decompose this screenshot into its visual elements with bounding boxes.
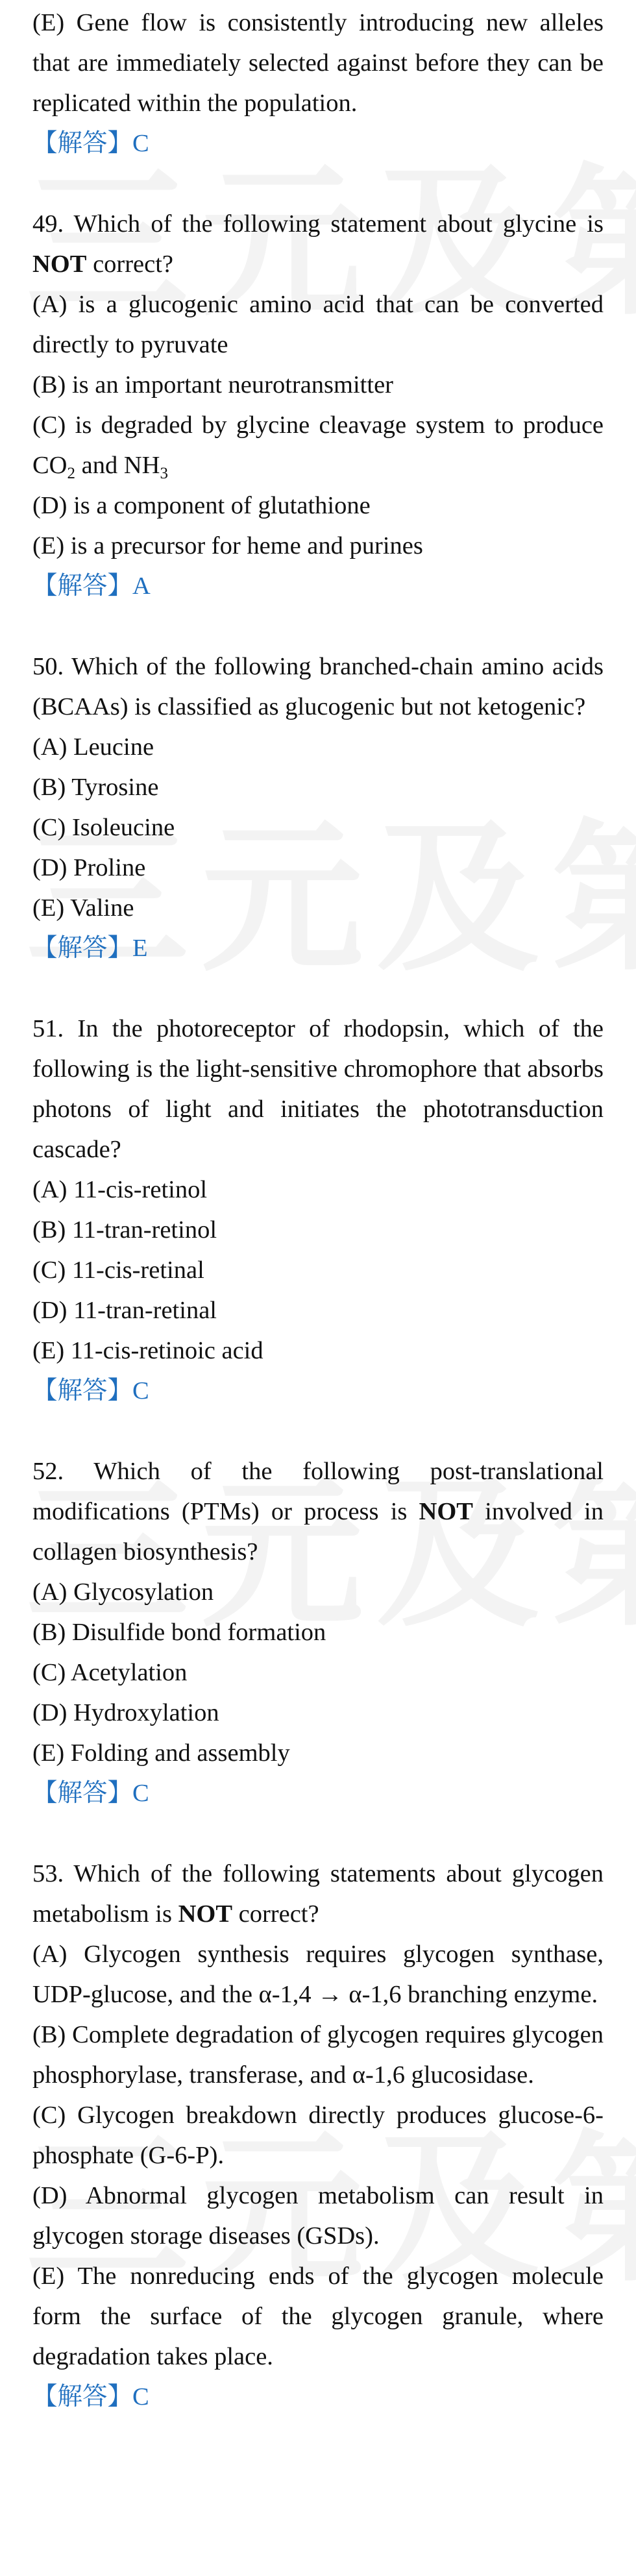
option-b: (B) 11-tran-retinol: [32, 1216, 217, 1244]
option-a: (A) Leucine: [32, 733, 154, 761]
question-stem: [32, 1451, 604, 1572]
option-b: (B) is an important neurotransmitter: [32, 371, 393, 399]
stem-emphasis: NOT: [32, 251, 87, 278]
stem-text: correct?: [86, 251, 174, 278]
option-d: (D) Abnormal glycogen metabolism can result in glycogen storage diseases (GSDs).: [32, 2182, 604, 2250]
answer-label: 【解答】: [32, 1376, 133, 1405]
question-48-tail: [32, 3, 604, 164]
stem-text: 49. Which of the following statement about glycine is: [32, 210, 604, 238]
option-e: (E) The nonreducing ends of the glycogen molecule form the surface of the glycogen granule, where degradation takes place.: [32, 2263, 604, 2370]
answer-label: 【解答】: [32, 2382, 133, 2411]
answer-label: 【解答】: [32, 129, 133, 158]
option-e: (E) Gene flow is consistently introducing new alleles that are immediately selected against before they can be replicated within the population.: [32, 9, 604, 117]
subscript: 2: [67, 464, 75, 482]
option-b: (B) Disulfide bond formation: [32, 1619, 326, 1646]
option-c: [32, 405, 604, 485]
option-a: (A) is a glucogenic amino acid that can be converted directly to pyruvate: [32, 291, 604, 358]
stem-text: involved in collagen biosynthesis?: [32, 1498, 604, 1565]
option-e: (E) Folding and assembly: [32, 1739, 290, 1767]
answer-label: 【解答】: [32, 1778, 133, 1808]
answer-line: [32, 1773, 604, 1813]
answer-value: C: [132, 2383, 149, 2410]
question-49: [32, 204, 604, 606]
answer-value: C: [132, 130, 149, 157]
answer-line: [32, 123, 604, 164]
answer-value: A: [132, 572, 151, 600]
option-text: and NH: [75, 452, 160, 479]
option-e: (E) Valine: [32, 894, 134, 922]
answer-label: 【解答】: [32, 933, 133, 963]
option-d: (D) is a component of glutathione: [32, 492, 371, 519]
question-51: [32, 1009, 604, 1411]
answer-line: [32, 1371, 604, 1411]
option-d: (D) 11-tran-retinal: [32, 1297, 217, 1324]
question-stem: [32, 204, 604, 284]
answer-line: [32, 566, 604, 606]
question-52: [32, 1451, 604, 1813]
option-a: (A) Glycosylation: [32, 1578, 214, 1606]
option-a: (A) Glycogen synthesis requires glycogen synthase, UDP-glucose, and the α-1,4 → α-1,6 branching enzyme.: [32, 1941, 604, 2008]
answer-line: [32, 928, 604, 968]
option-b: (B) Complete degradation of glycogen requires glycogen phosphorylase, transferase, and α-1,6 glucosidase.: [32, 2021, 604, 2089]
answer-label: 【解答】: [32, 571, 133, 600]
question-53: [32, 1854, 604, 2417]
option-d: (D) Proline: [32, 854, 146, 881]
option-c: (C) Acetylation: [32, 1659, 188, 1686]
stem-emphasis: NOT: [178, 1900, 233, 1928]
subscript: 3: [160, 464, 168, 482]
answer-value: C: [132, 1780, 149, 1807]
stem-emphasis: NOT: [419, 1498, 473, 1525]
stem-text: 53. Which of the following statements about glycogen metabolism is: [32, 1860, 604, 1928]
option-c: (C) Isoleucine: [32, 814, 175, 841]
answer-value: E: [132, 935, 148, 962]
question-stem: 50. Which of the following branched-chain amino acids (BCAAs) is classified as glucogenic but not ketogenic?: [32, 653, 604, 720]
option-c: (C) Glycogen breakdown directly produces glucose-6-phosphate (G-6-P).: [32, 2102, 604, 2169]
question-50: [32, 646, 604, 968]
option-b: (B) Tyrosine: [32, 774, 159, 801]
answer-value: C: [132, 1377, 149, 1405]
stem-text: 52. Which of the following post-translational modifications (PTMs) or process is: [32, 1458, 604, 1525]
option-c: (C) 11-cis-retinal: [32, 1257, 204, 1284]
option-a: (A) 11-cis-retinol: [32, 1176, 208, 1203]
stem-text: correct?: [232, 1900, 319, 1928]
question-stem: [32, 1854, 604, 1934]
question-stem: 51. In the photoreceptor of rhodopsin, which of the following is the light-sensitive chromophore that absorbs photons of light and initiates the phototransduction cascade?: [32, 1015, 604, 1163]
option-text: (C) is degraded by glycine cleavage system to produce CO: [32, 411, 604, 479]
answer-line: [32, 2377, 604, 2417]
option-d: (D) Hydroxylation: [32, 1699, 219, 1726]
option-e: (E) is a precursor for heme and purines: [32, 532, 423, 559]
option-e: (E) 11-cis-retinoic acid: [32, 1337, 263, 1364]
